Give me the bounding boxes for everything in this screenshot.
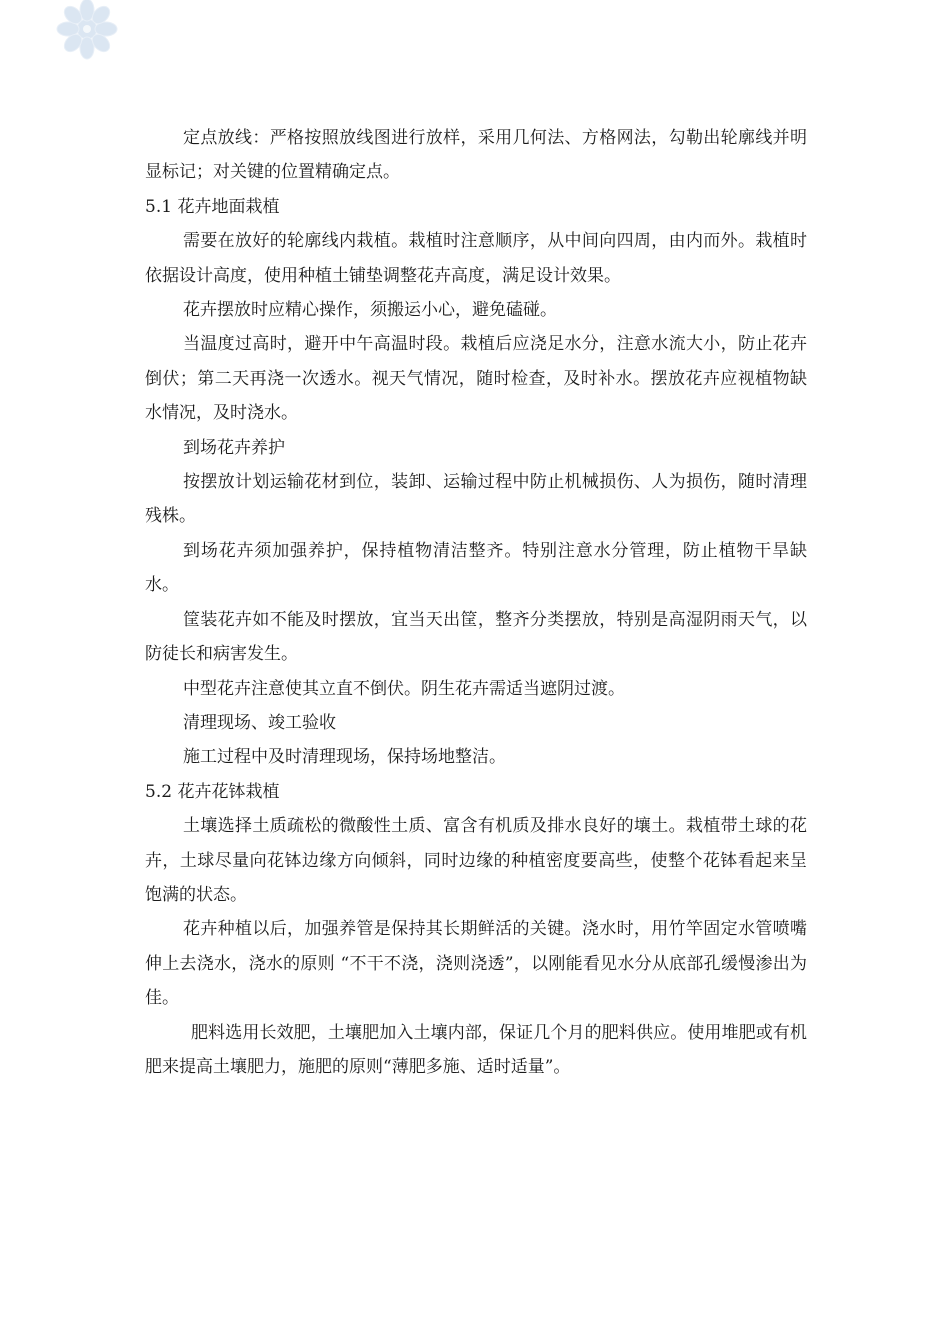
paragraph: 需要在放好的轮廓线内栽植。栽植时注意顺序，从中间向四周，由内而外。栽植时依据设计高度，使用种植土铺垫调整花卉高度，满足设计效果。 [145,231,807,286]
document-body [145,121,807,1084]
snowflake-flower-icon [54,0,120,62]
paragraph: 定点放线：严格按照放线图进行放样，采用几何法、方格网法，勾勒出轮廓线并明显标记；对关键的位置精确定点。 [145,128,807,183]
paragraph: 肥料选用长效肥，土壤肥加入土壤内部，保证几个月的肥料供应。使用堆肥或有机肥来提高土壤肥力，施肥的原则“薄肥多施、适时适量”。 [145,1022,807,1077]
paragraph: 筐装花卉如不能及时摆放，宜当天出筐，整齐分类摆放，特别是高湿阴雨天气，以防徒长和病害发生。 [145,609,807,665]
subheading: 到场花卉养护 [183,437,285,458]
section-heading: 5.2 花卉花钵栽植 [145,781,280,802]
paragraph: 中型花卉注意使其立直不倒伏。阴生花卉需适当遮阴过渡。 [183,678,625,699]
paragraph: 花卉种植以后，加强养管是保持其长期鲜活的关键。浇水时，用竹竿固定水管喷嘴伸上去浇水，浇水的原则 “不干不浇，浇则浇透”，以刚能看见水分从底部孔缓慢渗出为佳。 [145,919,807,1009]
paragraph: 到场花卉须加强养护，保持植物清洁整齐。特别注意水分管理，防止植物干旱缺水。 [145,540,807,596]
paragraph: 按摆放计划运输花材到位，装卸、运输过程中防止机械损伤、人为损伤，随时清理残株。 [145,472,807,527]
paragraph: 当温度过高时，避开中午高温时段。栽植后应浇足水分，注意水流大小，防止花卉倒伏；第二天再浇一次透水。视天气情况，随时检查，及时补水。摆放花卉应视植物缺水情况，及时浇水。 [145,334,807,424]
paragraph: 施工过程中及时清理现场，保持场地整洁。 [183,747,506,768]
paragraph: 土壤选择土质疏松的微酸性土质、富含有机质及排水良好的壤土。栽植带土球的花卉，土球尽量向花钵边缘方向倾斜，同时边缘的种植密度要高些，使整个花钵看起来呈饱满的状态。 [145,816,807,905]
section-heading: 5.1 花卉地面栽植 [145,196,280,217]
logo [54,0,120,62]
paragraph: 花卉摆放时应精心操作，须搬运小心，避免磕碰。 [183,300,557,321]
subheading: 清理现场、竣工验收 [183,712,336,733]
